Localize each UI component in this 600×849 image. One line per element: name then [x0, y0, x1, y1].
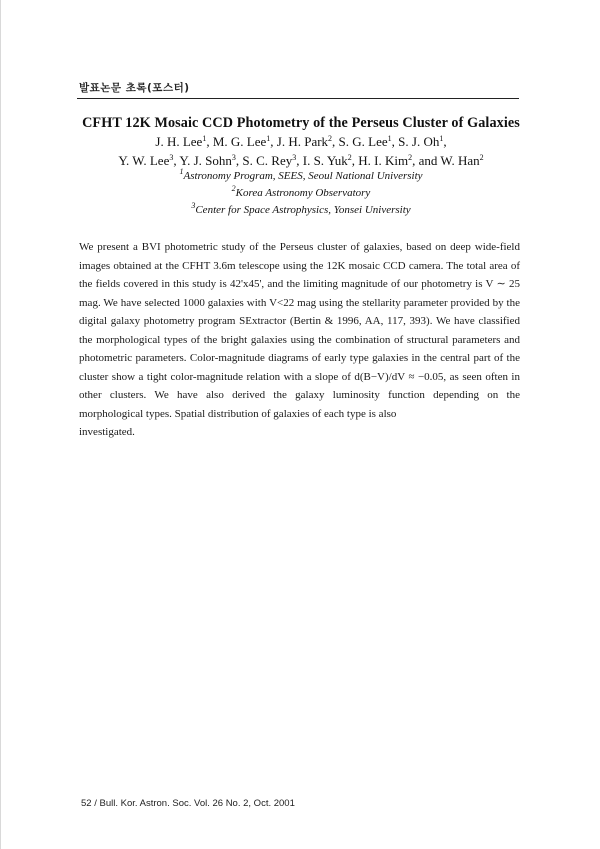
author-name: I. S. Yuk [302, 153, 348, 168]
author-affiliation-mark: 3 [169, 153, 174, 162]
author-affiliation-mark: 2 [408, 153, 413, 162]
author-affiliation-mark: 3 [292, 153, 297, 162]
author-name: Y. J. Sohn [179, 153, 232, 168]
abstract-body [79, 238, 520, 442]
author-affiliation-mark: 1 [439, 134, 444, 143]
author-affiliation-mark: 1 [266, 134, 271, 143]
author-name: M. G. Lee [212, 134, 267, 149]
author-name: Y. W. Lee [118, 153, 170, 168]
author-affiliation-mark: 2 [479, 153, 484, 162]
author-name: S. G. Lee [338, 134, 388, 149]
paper-title: CFHT 12K Mosaic CCD Photometry of the Perseus Cluster of Galaxies [82, 115, 520, 131]
author-affiliation-mark: 1 [202, 134, 207, 143]
affiliation-2: $^2$Korea Astronomy Observatory [231, 184, 371, 199]
author-affiliation-mark: 1 [387, 134, 392, 143]
author-line-1: J. H. Lee$^1$, M. G. Lee$^1$, J. H. Park$^2$, S. G. Lee$^1$, S. J. Oh$^1$, [155, 134, 447, 149]
abstract-paragraph: We present a BVI photometric study of the Perseus cluster of galaxies, based on deep wide-field images obtained at the CFHT 3.6m telescope using the 12K mosaic CCD camera. The total area of the fields covered in this study is 42'x45', and the limiting magnitude of our photometry is V ∼ 25 mag. We have selected 1000 galaxies with V<22 mag using the stellarity parameter provided by the digital galaxy photometry program SExtractor (Bertin & 1996, AA, 117, 393). We have classified the morphological types of the bright galaxies using the combination of structural parameters and photometric parameters. Color-magnitude diagrams of early type galaxies in the central part of the cluster show a tight color-magnitude relation with a slope of d(B−V)/dV ≈ −0.05, as seen often in other clusters. We have also derived the galaxy luminosity function depending on the morphological types. Spatial distribution of galaxies of each type is also [79, 241, 520, 420]
abstract-last-line: investigated. [79, 426, 135, 438]
page-footer: 52 / Bull. Kor. Astron. Soc. Vol. 26 No. 2, Oct. 2001 [81, 798, 295, 809]
affiliation-1: $^1$Astronomy Program, SEES, Seoul National University [179, 167, 423, 182]
author-name: S. J. Oh [398, 134, 440, 149]
author-name: J. H. Park [276, 134, 329, 149]
author-joiner: and [415, 153, 441, 168]
author-line-2: Y. W. Lee$^3$, Y. J. Sohn$^3$, S. C. Rey$^3$, I. S. Yuk$^2$, H. I. Kim$^2$, and W. Han$^2$ [118, 153, 484, 168]
affiliation-3: $^3$Center for Space Astrophysics, Yonsei University [191, 201, 411, 216]
author-name: H. I. Kim [358, 153, 409, 168]
author-affiliation-mark: 2 [328, 134, 333, 143]
author-affiliation-mark: 3 [231, 153, 236, 162]
section-header: 발표논문 초록(포스터) [79, 82, 190, 94]
author-name: J. H. Lee [155, 134, 203, 149]
header-rule [77, 98, 519, 99]
author-name: S. C. Rey [242, 153, 293, 168]
author-affiliation-mark: 2 [347, 153, 352, 162]
author-name: W. Han [440, 153, 480, 168]
